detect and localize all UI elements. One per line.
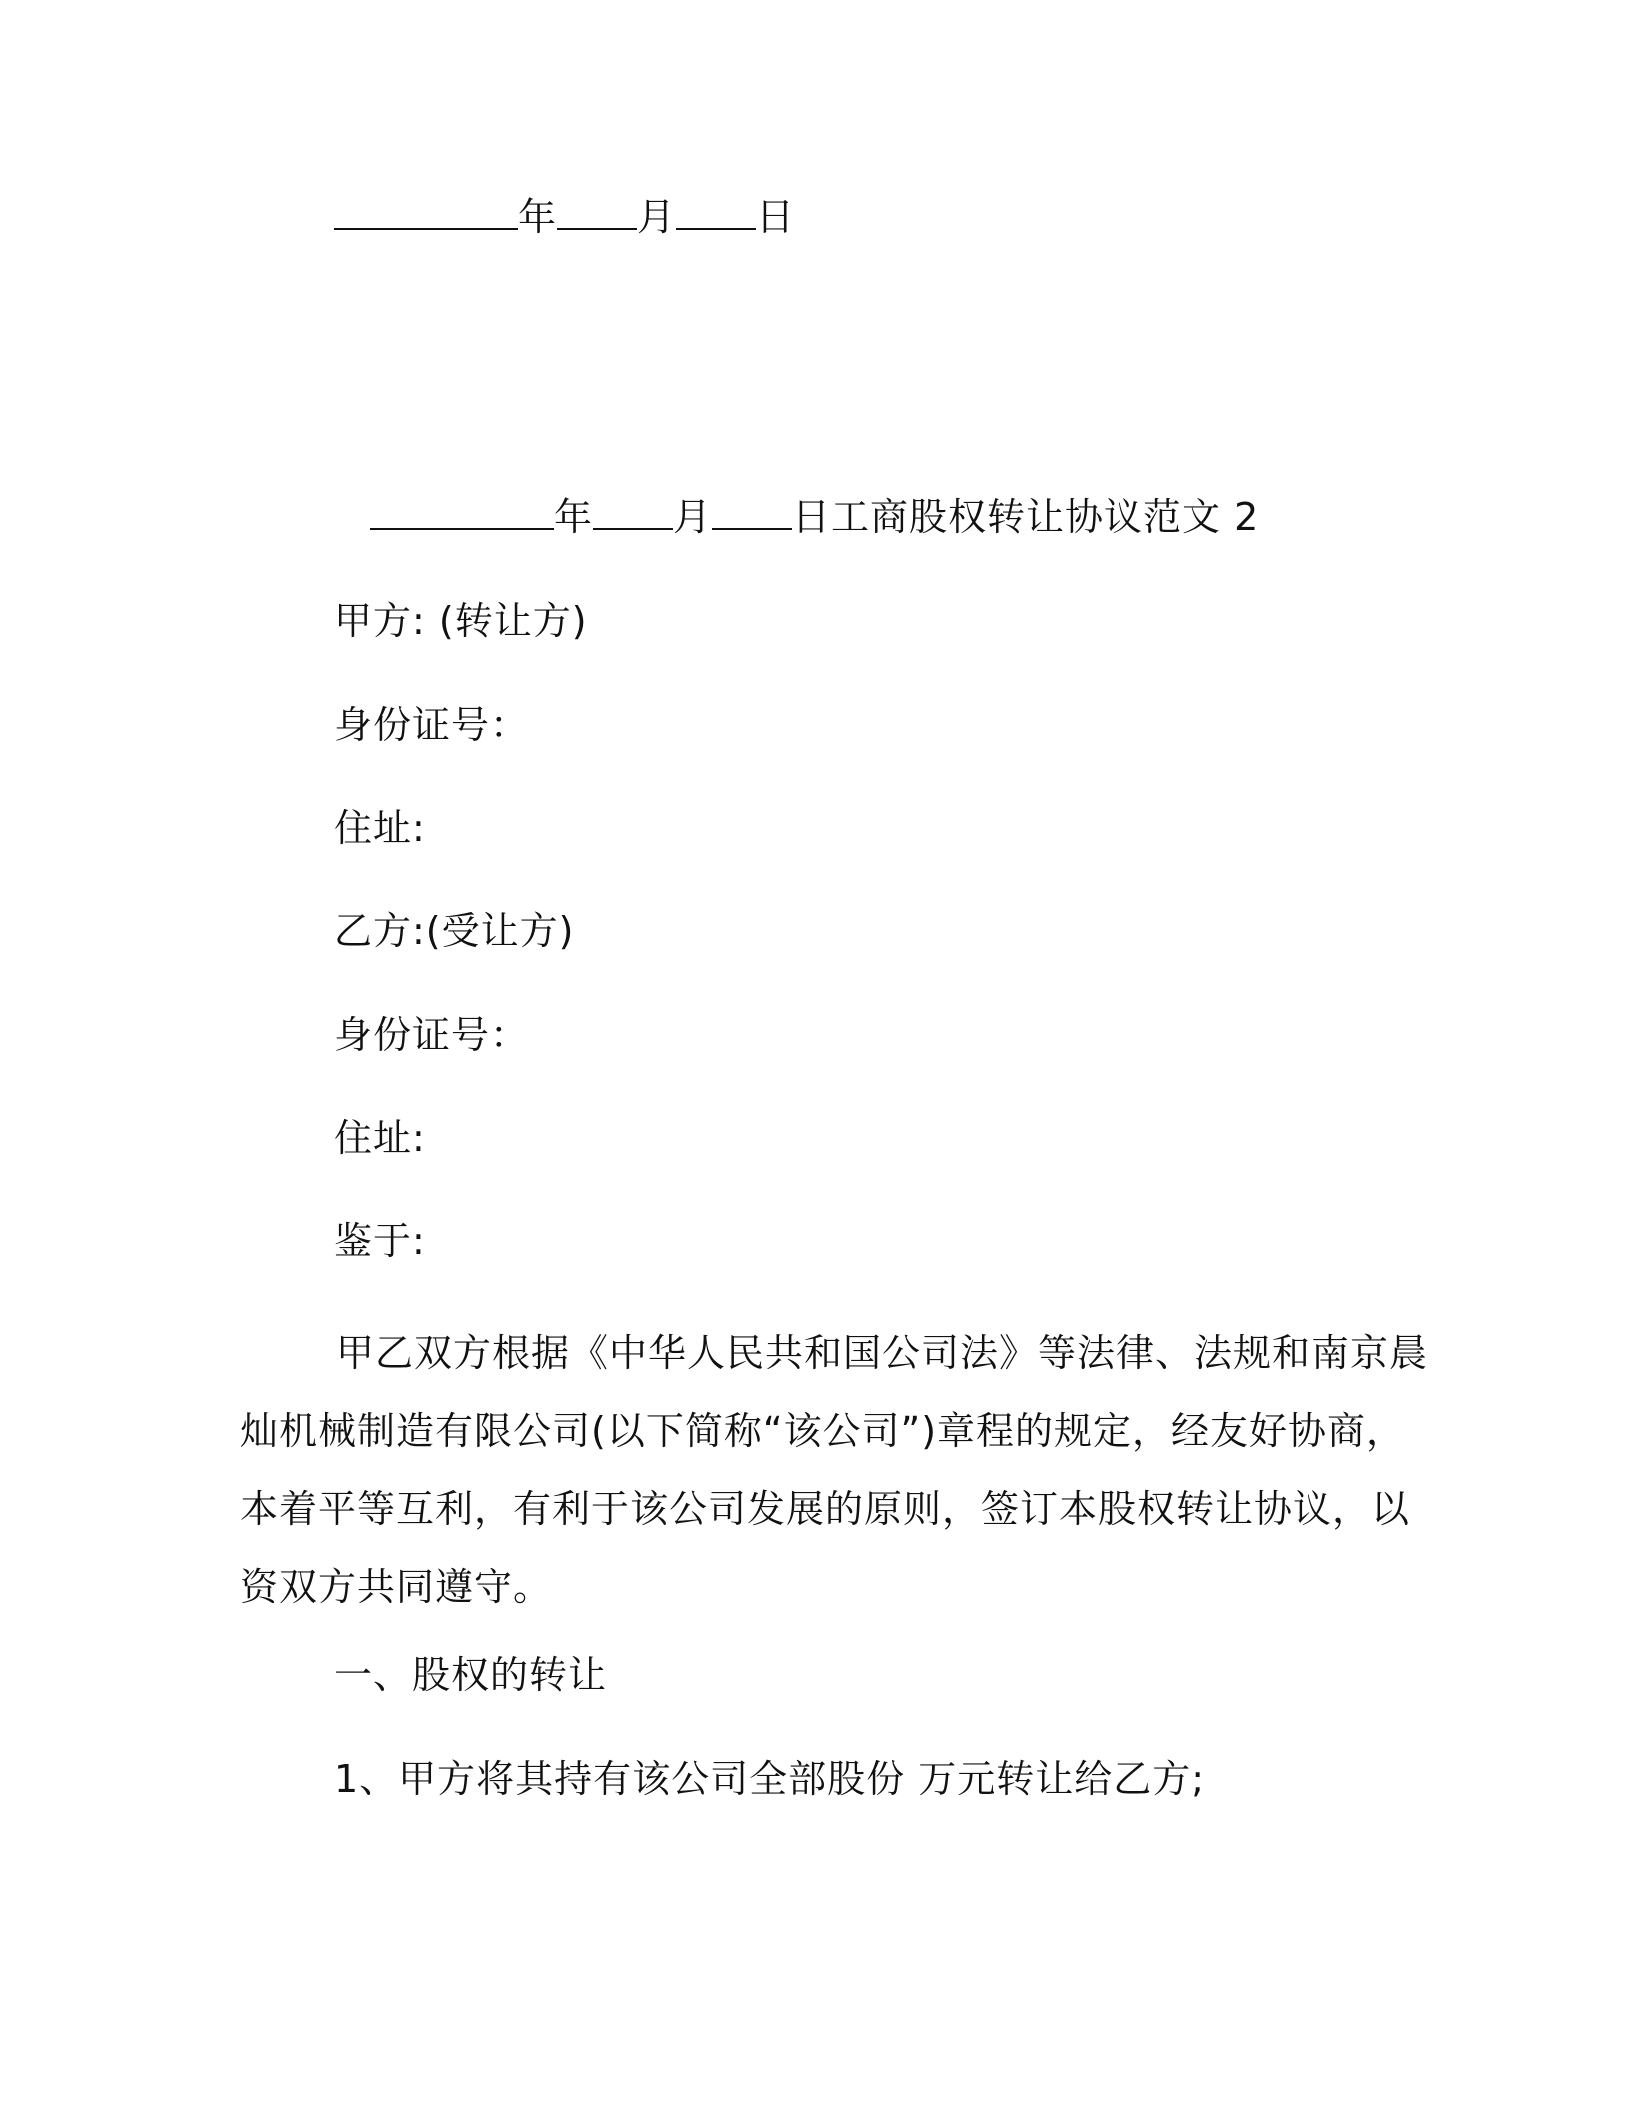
title-month-label: 月 [673,495,713,539]
party-b-id-label: 身份证号： [334,1013,530,1057]
whereas-label: 鉴于: [334,1219,426,1263]
section-item: 1、甲方将其持有该公司全部股份 万元转让给乙方; [334,1757,1206,1801]
preamble-line: 本着平等互利，有利于该公司发展的原则，签订本股权转让协议，以 [240,1487,1411,1531]
month-blank [557,194,637,230]
day-blank [676,194,756,230]
party-b-address-label: 住址: [334,1116,426,1160]
preamble-line: 资双方共同遵守。 [240,1565,553,1609]
section-heading: 一、股权的转让 [334,1653,608,1697]
preamble-paragraph [240,1314,1429,1626]
date-line [334,194,795,240]
title-year-label: 年 [554,495,594,539]
preamble-line: 灿机械制造有限公司(以下简称“该公司”)章程的规定，经友好协商， [240,1409,1406,1453]
party-b-label: 乙方:(受让方) [334,909,575,953]
title-year-blank [370,494,554,530]
preamble-line: 甲乙双方根据《中华人民共和国公司法》等法律、法规和南京晨 [336,1331,1429,1375]
title-text: 日工商股权转让协议范文 2 [792,495,1260,539]
month-label: 月 [637,195,677,239]
party-a-address-label: 住址: [334,806,426,850]
title-day-blank [712,494,792,530]
year-blank [334,194,518,230]
title-month-blank [593,494,673,530]
day-label: 日 [756,195,796,239]
party-a-id-label: 身份证号： [334,703,530,747]
party-a-label: 甲方: (转让方) [334,599,588,643]
year-label: 年 [518,195,558,239]
document-title [370,494,1259,540]
